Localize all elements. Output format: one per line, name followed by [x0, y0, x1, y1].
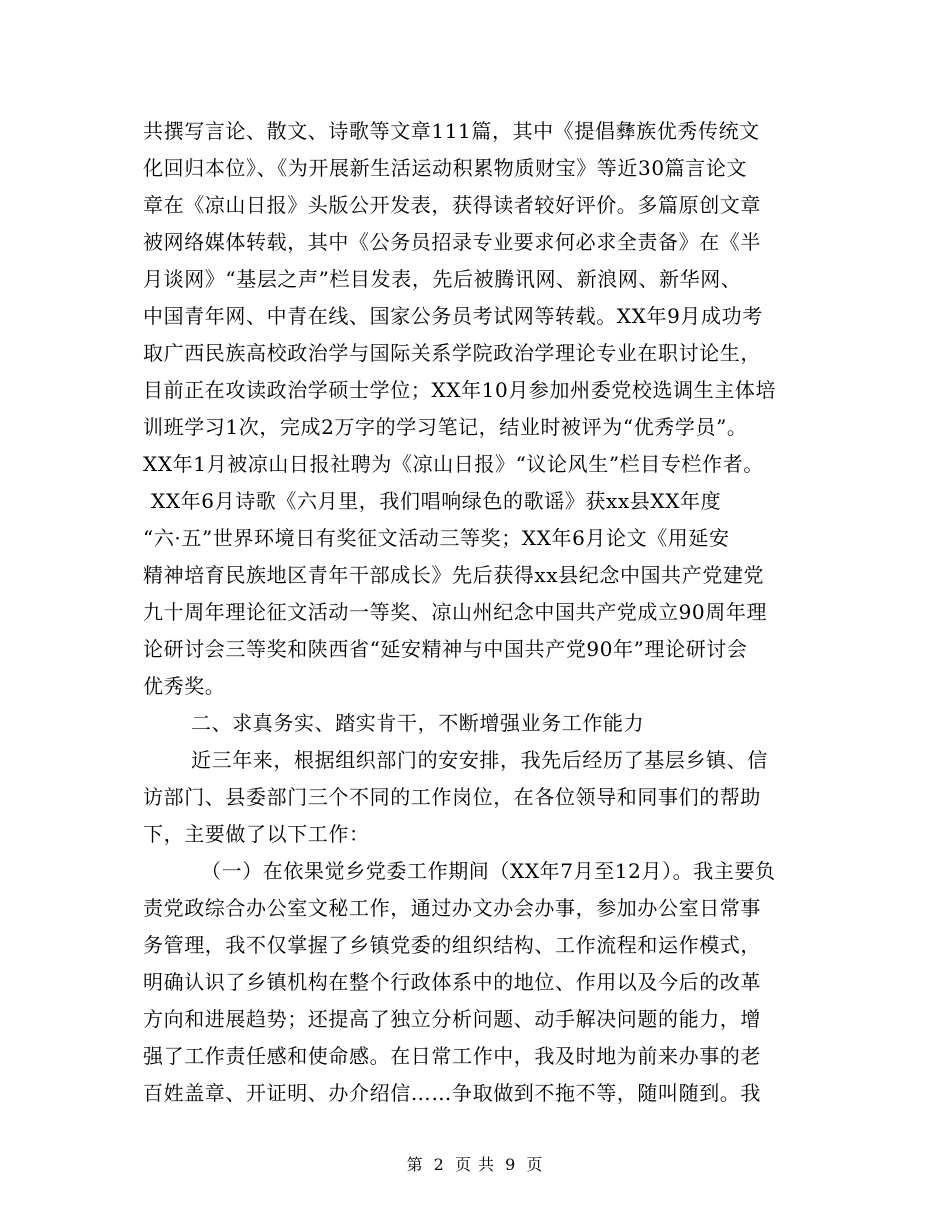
paragraph-start: 近三年来，根据组织部门的安安排，我先后经历了基层乡镇、信 [191, 748, 768, 772]
text-line: 目前正在攻读政治学硕士学位；XX年10月参加州委党校选调生主体培 [143, 378, 777, 402]
text-line: 论研讨会三等奖和陕西省“延安精神与中国共产党90年”理论研讨会 [143, 637, 748, 661]
footer-prefix: 第 [406, 1155, 424, 1174]
text-line: 明确认识了乡镇机构在整个行政体系中的地位、作用以及今后的改革 [143, 970, 761, 994]
text-line: 优秀奖。 [143, 674, 226, 698]
text-line: 中国青年网、中青在线、国家公务员考试网等转载。XX年9月成功考 [143, 304, 763, 328]
text-line: 访部门、县委部门三个不同的工作岗位，在各位领导和同事们的帮助 [143, 785, 761, 809]
text-line: 共撰写言论、散文、诗歌等文章111篇，其中《提倡彝族优秀传统文 [143, 119, 760, 143]
footer-total-pages: 9 [505, 1155, 517, 1174]
text-line: 责党政综合办公室文秘工作，通过办文办会办事，参加办公室日常事 [143, 896, 761, 920]
text-line: “六·五”世界环境日有奖征文活动三等奖；XX年6月论文《用延安 [143, 526, 730, 550]
footer-suffix: 页 [526, 1155, 544, 1174]
text-line: 章在《凉山日报》头版公开发表，获得读者较好评价。多篇原创文章 [143, 193, 761, 217]
section-heading: 二、求真务实、踏实肯干，不断增强业务工作能力 [191, 711, 645, 735]
text-line: XX年6月诗歌《六月里，我们唱响绿色的歌谣》获xx县XX年度 [151, 489, 722, 513]
subsection-heading: （一）在依果觉乡党委工作期间（XX年7月至12月）。我主要负 [201, 859, 776, 883]
text-line: 务管理，我不仅掌握了乡镇党委的组织结构、工作流程和运作模式， [143, 933, 761, 957]
text-line: 方向和进展趋势；还提高了独立分析问题、动手解决问题的能力，增 [143, 1007, 761, 1031]
footer-middle: 页 共 [454, 1155, 496, 1174]
text-line: 月谈网》“基层之声”栏目发表，先后被腾讯网、新浪网、新华网、 [143, 267, 742, 291]
text-line: 训班学习1次，完成2万字的学习笔记，结业时被评为“优秀学员”。 [143, 415, 748, 439]
body-text [143, 113, 813, 1112]
text-line: 下，主要做了以下工作： [143, 822, 370, 846]
text-line: 九十周年理论征文活动一等奖、凉山州纪念中国共产党成立90周年理 [143, 600, 768, 624]
text-line: 强了工作责任感和使命感。在日常工作中，我及时地为前来办事的老 [143, 1044, 761, 1068]
text-line: 百姓盖章、开证明、办介绍信……争取做到不拖不等，随叫随到。我 [143, 1081, 761, 1105]
page-footer [0, 1152, 950, 1175]
text-line: 取广西民族高校政治学与国际关系学院政治学理论专业在职讨论生， [143, 341, 761, 365]
text-line: 精神培育民族地区青年干部成长》先后获得xx县纪念中国共产党建党 [143, 563, 765, 587]
text-line: 化回归本位》、《为开展新生活运动积累物质财宝》等近30篇言论文 [143, 156, 748, 180]
text-line: XX年1月被凉山日报社聘为《凉山日报》“议论风生”栏目专栏作者。 [143, 452, 764, 476]
text-line: 被网络媒体转载，其中《公务员招录专业要求何必求全责备》在《半 [143, 230, 761, 254]
footer-page-number: 2 [433, 1155, 445, 1174]
